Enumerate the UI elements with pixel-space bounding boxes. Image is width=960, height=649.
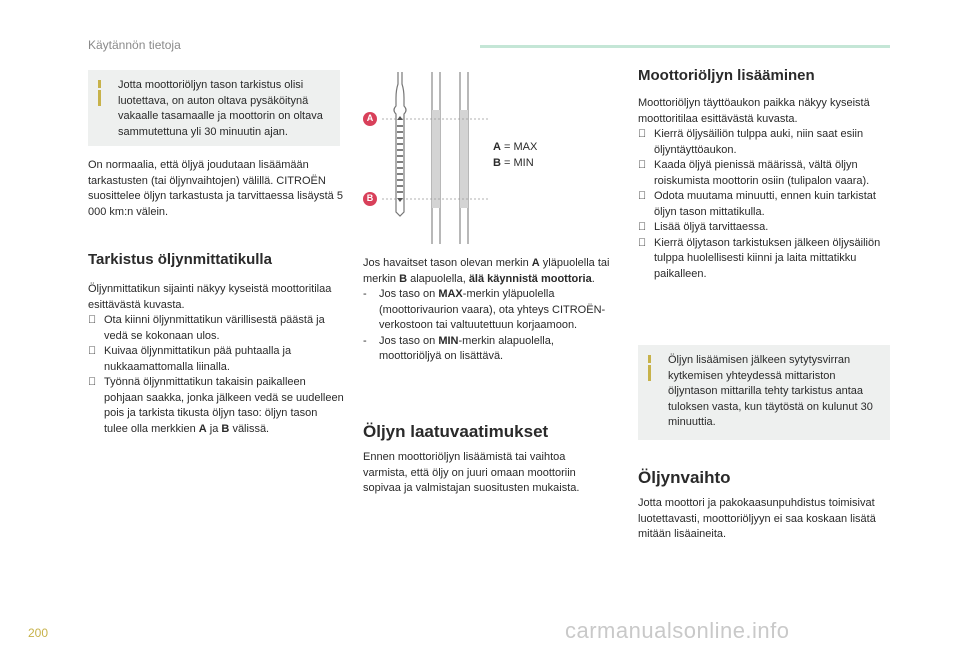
bullet-marker bbox=[88, 375, 96, 391]
dipstick-illustration bbox=[360, 68, 490, 248]
list-item: Odota muutama minuutti, ennen kuin tarkistat öljyn tason mittatikulla. bbox=[654, 190, 876, 218]
list-item: - Jos taso on MIN-merkin alapuolella, moottoriöljyä on lisättävä. bbox=[363, 334, 554, 362]
level-warning-text: Jos havaitset tason olevan merkin A yläpuolella tai merkin B alapuolella, älä käynnistä moottoria. bbox=[363, 257, 610, 285]
info-icon bbox=[648, 355, 651, 363]
dipstick-intro: Öljynmittatikun sijainti näkyy kyseistä moottoritilaa esittävästä kuvasta. bbox=[88, 283, 332, 311]
info-text: Öljyn lisäämisen jälkeen sytytysvirran kytkemisen yhteydessä mittariston öljyntason mittarilla tehty tarkistus antaa tuloksen vasta, kun täytöstä on kulunut 30 minuuttia. bbox=[668, 354, 873, 428]
list-item: Lisää öljyä tarvittaessa. bbox=[654, 221, 769, 233]
oil-change-heading: Öljynvaihto bbox=[638, 468, 731, 487]
add-oil-heading: Moottoriöljyn lisääminen bbox=[638, 67, 815, 84]
list-item: Kierrä öljytason tarkistuksen jälkeen öljysäiliön tulppa huolellisesti kiinni ja laita mittatikku paikalleen. bbox=[654, 236, 881, 280]
list-item: Kuivaa öljynmittatikun pää puhtaalla ja nukkaamattomalla liinalla. bbox=[88, 344, 344, 375]
marker-b: B bbox=[366, 193, 374, 203]
info-icon-bar bbox=[98, 90, 101, 106]
marker-a: A bbox=[366, 113, 374, 123]
bullet-marker bbox=[88, 313, 96, 329]
info-text: Jotta moottoriöljyn tason tarkistus olisi luotettava, on auton oltava pysäköitynä vakaalle tasamaalle ja moottorin on oltava sammutettuna yli 30 minuutin ajan. bbox=[118, 79, 323, 138]
section-title: Käytännön tietoja bbox=[88, 38, 181, 52]
quality-text: Ennen moottoriöljyn lisäämistä tai vaihtoa varmista, että öljy on juuri omaan moottoriin sopivaa ja valmistajan suositusten mukaista. bbox=[363, 451, 580, 494]
dipstick-section bbox=[88, 282, 344, 437]
add-oil-intro: Moottoriöljyn täyttöaukon paikka näkyy kyseistä moottoritilaa esittävästä kuvasta. bbox=[638, 97, 870, 125]
bullet-marker bbox=[88, 344, 96, 360]
info-box-right bbox=[638, 345, 890, 440]
list-item: Ota kiinni öljynmittatikun värillisestä päästä ja vedä se kokonaan ulos. bbox=[88, 313, 344, 344]
list-item: - Jos taso on MAX-merkin yläpuolella (moottorivaurion vaara), ota yhteys CITROËN-verkostoon tai valtuutettuun korjaamoon. bbox=[363, 288, 606, 331]
figure-legend bbox=[493, 140, 537, 171]
header-accent-bar bbox=[480, 45, 890, 48]
list-item: Kaada öljyä pienissä määrissä, vältä öljyn roiskumista moottorin osiin (tulipalon vaara). bbox=[654, 159, 870, 187]
info-icon-bar bbox=[648, 365, 651, 381]
level-warning-section bbox=[363, 256, 617, 365]
dipstick-heading: Tarkistus öljynmittatikulla bbox=[88, 251, 272, 268]
info-box-left bbox=[88, 70, 340, 146]
watermark: carmanualsonline.info bbox=[565, 618, 790, 643]
legend-max: A = MAX bbox=[493, 141, 538, 153]
oil-change-text: Jotta moottori ja pakokaasunpuhdistus toimisivat luotettavasti, moottoriöljyyn ei saa koskaan lisätä mitään lisäaineita. bbox=[638, 497, 876, 540]
list-item: Kierrä öljysäiliön tulppa auki, niin saat esiin öljyntäyttöaukon. bbox=[654, 128, 864, 156]
add-oil-section bbox=[638, 96, 894, 282]
quality-heading: Öljyn laatuvaatimukset bbox=[363, 422, 549, 441]
info-icon bbox=[98, 80, 101, 88]
legend-min: B = MIN bbox=[493, 156, 534, 169]
intro-paragraph: On normaalia, että öljyä joudutaan lisäämään tarkastusten (tai öljynvaihtojen) välillä. CITROËN suosittelee öljyn tarkastusta ja tarvittaessa lisäystä 5 000 km:n välein. bbox=[88, 159, 343, 218]
list-item: Työnnä öljynmittatikun takaisin paikalleen pohjaan saakka, jonka jälkeen vedä se uudelleen pois ja tarkista tikusta öljyn taso: öljyn tason tulee olla merkkien A ja B välissä. bbox=[88, 375, 344, 437]
page-number: 200 bbox=[28, 626, 49, 640]
